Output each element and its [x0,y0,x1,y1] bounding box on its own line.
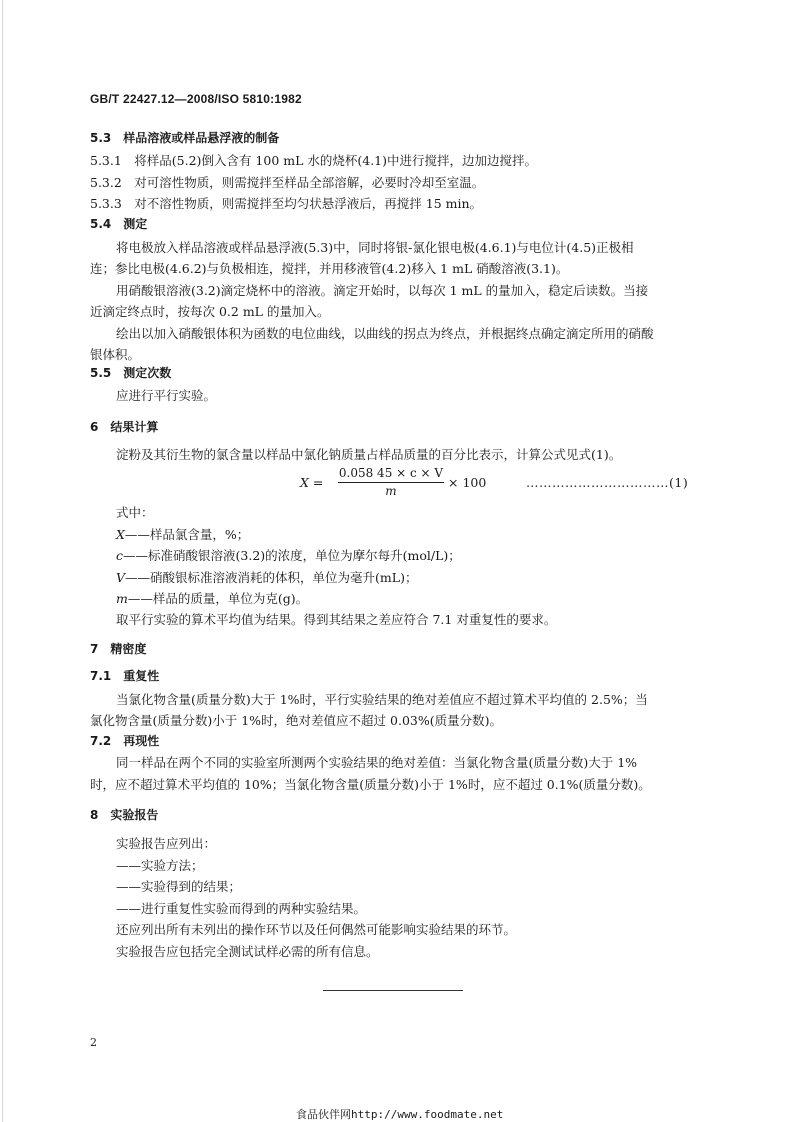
formula-lhs: X = [300,475,324,490]
clause-5-3-3: 5.3.3 对不溶性物质，则需搅拌至均匀状悬浮液后，再搅拌 15 min。 [90,196,483,211]
variable-m [116,589,308,607]
section-7-1-line-1: 当氯化物含量(质量分数)大于 1%时，平行实验结果的绝对差值应不超过算术平均值的 2.5%；当 [116,692,648,707]
section-5-4-title: 5.4 测定 [90,217,148,231]
standard-header: GB/T 22427.12—2008/ISO 5810:1982 [90,92,302,106]
section-7-title: 7 精密度 [90,642,147,656]
formula-1 [300,466,710,506]
variable-c-symbol: c [116,548,124,563]
formula-numerator: 0.058 45 × c × V [338,466,444,483]
variable-v-symbol: V [116,570,126,585]
section-7-2-title: 7.2 再现性 [90,734,160,748]
section-7-1-title: 7.1 重复性 [90,669,160,683]
where-label: 式中： [116,505,154,520]
end-rule [323,990,463,991]
section-8-title: 8 实验报告 [90,808,159,822]
section-5-3-title: 5.3 样品溶液或样品悬浮液的制备 [90,131,280,145]
section-8-line-2: ——实验方法； [116,858,204,873]
formula-denominator: m [385,484,397,498]
clause-5-3-2: 5.3.2 对可溶性物质，则需搅拌至样品全部溶解，必要时冷却至室温。 [90,175,485,190]
variable-x [116,525,249,543]
section-8-line-6: 实验报告应包括完全测试试样必需的所有信息。 [116,944,379,959]
variable-m-desc: ——样品的质量，单位为克(g)。 [127,591,309,606]
section-7-2-line-2: 时，应不超过算术平均值的 10%；当氯化物含量(质量分数)小于 1%时，应不超过 0.1%(质量分数)。 [90,777,651,792]
section-6-title: 6 结果计算 [90,420,159,434]
section-5-5-line-1: 应进行平行实验。 [116,388,217,403]
page-number: 2 [90,1036,97,1049]
variable-v-desc: ——硝酸银标准溶液消耗的体积，单位为毫升(mL)； [125,570,418,585]
section-8-line-5: 还应列出所有未列出的操作环节以及任何偶然可能影响实验结果的环节。 [116,922,517,937]
variable-v [116,568,417,586]
section-7-1-line-2: 氯化物含量(质量分数)小于 1%时，绝对差值应不超过 0.03%(质量分数)。 [90,713,502,728]
section-5-5-title: 5.5 测定次数 [90,366,172,380]
section-5-4-line-4: 近滴定终点时，按每次 0.2 mL 的量加入。 [90,304,330,319]
formula-fraction [338,466,444,498]
section-5-4-line-2: 连；参比电极(4.6.2)与负极相连，搅拌，并用移液管(4.2)移入 1 mL 硝酸溶液(3.1)。 [90,261,569,276]
variable-c-desc: ——标准硝酸银溶液(3.2)的浓度，单位为摩尔每升(mol/L)； [123,548,461,563]
scan-edge-line [2,0,3,1122]
section-8-line-3: ——实验得到的结果； [116,879,242,894]
variable-x-symbol: X [116,527,125,542]
formula-rhs: × 100 [448,475,487,490]
section-7-2-line-1: 同一样品在两个不同的实验室所测两个实验结果的绝对差值：当氯化物含量(质量分数)大于 1% [116,755,638,770]
section-5-4-line-6: 银体积。 [90,347,141,362]
section-5-4-line-5: 绘出以加入硝酸银体积为函数的电位曲线，以曲线的拐点为终点，并根据终点确定滴定所用的硝酸 [116,326,654,341]
section-5-4-line-1: 将电极放入样品溶液或样品悬浮液(5.3)中，同时将银-氯化银电极(4.6.1)与电位计(4.5)正极相 [116,240,634,255]
section-6-line-2: 取平行实验的算术平均值为结果。得到其结果之差应符合 7.1 对重复性的要求。 [116,612,557,627]
footer-watermark: 食品伙伴网http://www.foodmate.net [296,1108,504,1121]
section-8-line-4: ——进行重复性实验而得到的两种实验结果。 [116,901,367,916]
variable-m-symbol: m [116,591,128,606]
section-6-line-1: 淀粉及其衍生物的氯含量以样品中氯化钠质量占样品质量的百分比表示，计算公式见式(1)。 [116,447,622,462]
clause-5-3-1: 5.3.1 将样品(5.2)倒入含有 100 mL 水的烧杯(4.1)中进行搅拌，边加边搅拌。 [90,153,538,168]
section-8-line-1: 实验报告应列出： [116,836,217,851]
formula-number: ……………………………(1) [526,475,689,490]
variable-c [116,546,461,564]
section-5-4-line-3: 用硝酸银溶液(3.2)滴定烧杯中的溶液。滴定开始时，以每次 1 mL 的量加入，稳定后读数。当接 [116,283,649,298]
variable-x-desc: ——样品氯含量，%； [124,527,250,542]
